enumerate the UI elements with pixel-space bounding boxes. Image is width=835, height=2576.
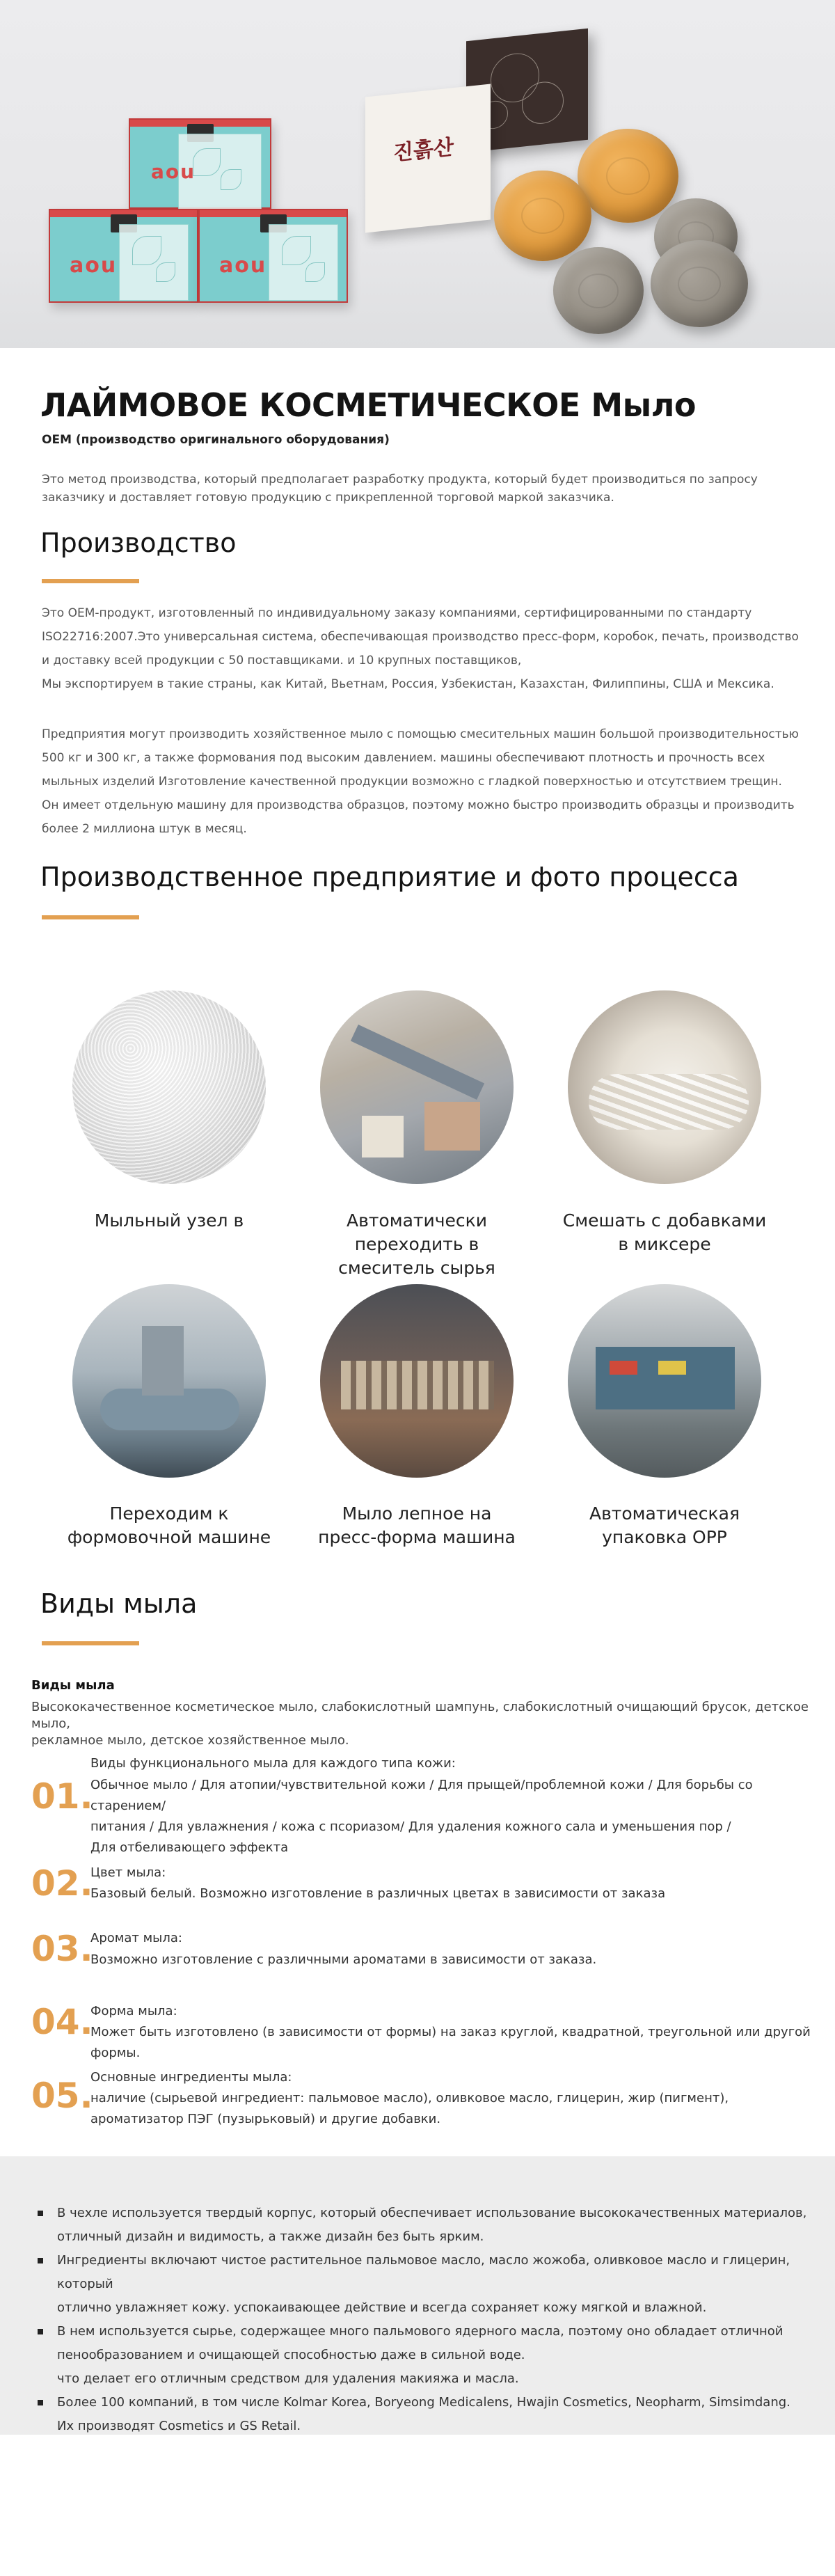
process-photo-mixer	[568, 990, 761, 1184]
item-number: 05.	[31, 2076, 93, 2116]
heading-underline	[42, 579, 139, 583]
paragraph-line: и доставку всей продукции с 50 поставщиками. и 10 крупных поставщиков,	[42, 654, 522, 667]
process-photo-packing	[568, 1284, 761, 1478]
item-title: Форма мыла:	[90, 2004, 177, 2018]
paragraph-line: мыльных изделий Изготовление качественной продукции возможно с гладкой поверхностью и отсутствием трещин.	[42, 775, 782, 789]
process-photo-conveyor	[320, 990, 514, 1184]
process-photo-soap-base	[72, 990, 266, 1184]
hero-image	[0, 0, 835, 348]
item-body: Может быть изготовлено (в зависимости от формы) на заказ круглой, квадратной, треугольной или другой формы.	[90, 2025, 811, 2060]
item-title: Цвет мыла:	[90, 1865, 166, 1880]
process-caption: Переходим к формовочной машине	[67, 1503, 271, 1547]
soap-box-left: aou	[49, 209, 198, 303]
paragraph-line: Это OEM-продукт, изготовленный по индивидуальному заказу компаниями, сертифицированными по стандарту	[42, 606, 752, 620]
process-photo-press-mold	[320, 1284, 514, 1478]
item-body: Возможно изготовление с различными ароматами в зависимости от заказа.	[90, 1952, 597, 1967]
item-number: 02.	[31, 1863, 93, 1904]
production-paragraph-2	[42, 722, 807, 841]
item-title: Аромат мыла:	[90, 1931, 182, 1945]
intro-line: заказчику и доставляет готовую продукцию с прикрепленной торговой маркой заказчика.	[42, 491, 614, 505]
paragraph-line: более 2 миллиона штук в месяц.	[42, 822, 247, 836]
process-caption: Мыло лепное на пресс-форма машина	[318, 1503, 516, 1547]
paragraph-line: Он имеет отдельную машину для производства образцов, поэтому можно быстро производить образцы и производить	[42, 798, 795, 812]
process-caption: Смешать с добавками в миксере	[562, 1210, 767, 1254]
item-number: 03.	[31, 1929, 93, 1969]
paragraph-line: Предприятия могут производить хозяйственное мыло с помощью смесительных машин большой производительностью	[42, 727, 799, 741]
features-list	[35, 2202, 814, 2438]
production-heading: Производство	[40, 528, 237, 558]
process-caption: Автоматически переходить в смеситель сырья	[338, 1210, 495, 1278]
heading-underline	[42, 915, 139, 919]
white-gift-box: 진흙산	[365, 84, 491, 233]
paragraph-line: ISO22716:2007.Это универсальная система, обеспечивающая производство пресс-форм, коробок, печать, производство	[42, 630, 799, 644]
item-number: 01.	[31, 1776, 93, 1817]
feature-item: Более 100 компаний, в том числе Kolmar Korea, Boryeong Medicalens, Hwajin Cosmetics, Neopharm, Simsimdang. Их производят Cosmetics и GS Retail.	[35, 2391, 814, 2438]
item-body: Базовый белый. Возможно изготовление в различных цветах в зависимости от заказа	[90, 1886, 666, 1901]
grey-soap-bar-2	[651, 240, 748, 327]
paragraph-line: Мы экспортируем в такие страны, как Китай, Вьетнам, Россия, Узбекистан, Казахстан, Филиппины, США и Мексика.	[42, 677, 774, 691]
production-paragraph-1	[42, 601, 807, 696]
soap-box-top: aou	[129, 118, 271, 209]
item-title: Основные ингредиенты мыла:	[90, 2070, 292, 2085]
process-caption: Автоматическая упаковка OPP	[589, 1503, 740, 1547]
feature-item: В нем используется сырье, содержащее много пальмового ядерного масла, поэтому оно обладает отличной пенообразованием и очищающей способностью даже в сильной воде. что делает его отличным средством для удаления макияжа и масла.	[35, 2320, 814, 2391]
feature-item: Ингредиенты включают чистое растительное пальмовое масло, масло жожоба, оливковое масло и глицерин, который отлично увлажняет кожу. успокаивающее действие и всегда сохраняет кожу мягкой и влажной.	[35, 2249, 814, 2320]
heading-underline	[42, 1641, 139, 1645]
orange-soap-bar-2	[494, 171, 591, 261]
types-subheading: Виды мыла	[31, 1678, 115, 1693]
intro-text	[42, 471, 793, 507]
process-caption: Мыльный узел в	[94, 1210, 244, 1231]
types-description: Высококачественное косметическое мыло, слабокислотный шампунь, слабокислотный очищающий брусок, детское мыло, рекламное мыло, детское хозяйственное мыло.	[31, 1700, 809, 1748]
intro-line: Это метод производства, который предполагает разработку продукта, который будет производиться по запросу	[42, 473, 758, 487]
item-body: Обычное мыло / Для атопии/чувствительной кожи / Для прыщей/проблемной кожи / Для борьбы со старением/ питания / Для увлажнения / кожа с псориазом/ Для удаления кожного сала и уменьшения пор / Для отбеливающего эффекта	[90, 1778, 753, 1855]
item-title: Виды функционального мыла для каждого типа кожи:	[90, 1756, 456, 1771]
soap-box-right: aou	[198, 209, 348, 303]
feature-item: В чехле используется твердый корпус, который обеспечивает использование высококачественных материалов, отличный дизайн и видимость, а также дизайн без быть ярким.	[35, 2202, 814, 2249]
paragraph-line: 500 кг и 300 кг, а также формования под высоким давлением. машины обеспечивают плотность и прочность всех	[42, 751, 765, 765]
process-photo-molding-machine	[72, 1284, 266, 1478]
types-heading: Виды мыла	[40, 1588, 198, 1619]
page-title: ЛАЙМОВОЕ КОСМЕТИЧЕСКОЕ Мыло	[40, 386, 696, 424]
item-number: 04.	[31, 2002, 93, 2042]
page-subtitle: OEM (производство оригинального оборудования)	[42, 433, 390, 447]
item-body: наличие (сырьевой ингредиент: пальмовое масло), оливковое масло, глицерин, жир (пигмент), ароматизатор ПЭГ (пузырьковый) и другие добавки.	[90, 2091, 729, 2126]
orange-soap-bar-1	[578, 129, 678, 223]
process-heading: Производственное предприятие и фото процесса	[40, 862, 739, 892]
grey-soap-bar-3	[553, 247, 644, 334]
